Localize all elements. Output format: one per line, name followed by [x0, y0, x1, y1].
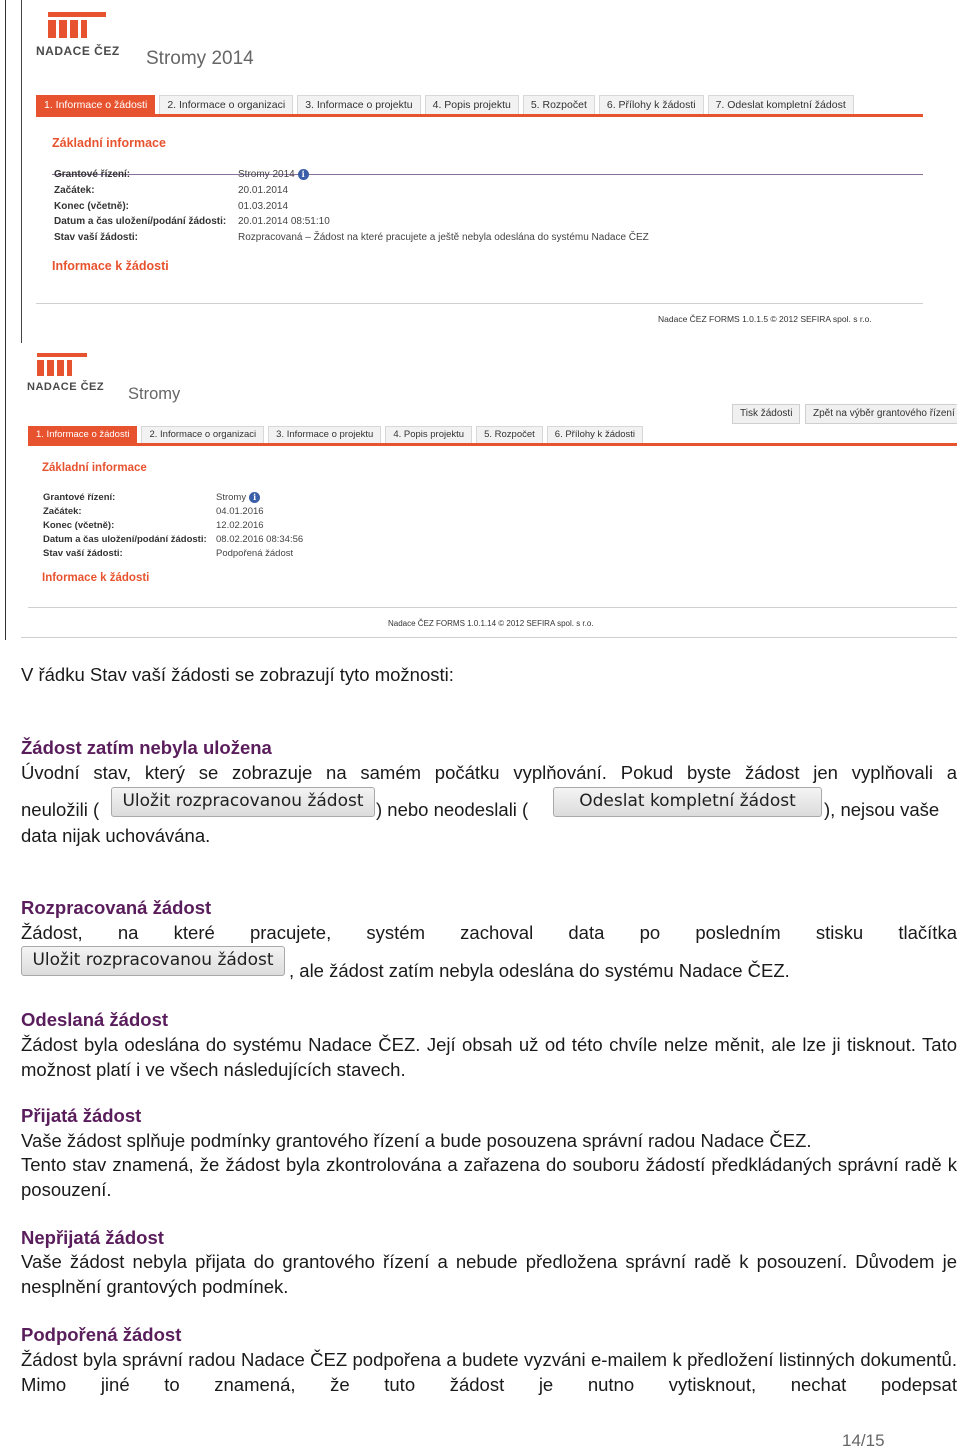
tab-popis-projektu[interactable]: 4. Popis projektu: [425, 95, 519, 114]
logo-text: NADACE ČEZ: [27, 381, 105, 393]
tab-informace-o-zadosti[interactable]: 1. Informace o žádosti: [28, 426, 137, 443]
info-label: Stav vaší žádosti:: [54, 232, 138, 243]
app-footer: Nadace ČEZ FORMS 1.0.1.14 © 2012 SEFIRA spol. s r.o.: [388, 619, 594, 628]
tab-informace-o-projektu[interactable]: 3. Informace o projektu: [297, 95, 420, 114]
screenshot-form-2016: [21, 345, 957, 638]
info-label: Začátek:: [54, 185, 95, 196]
info-value: 08.02.2016 08:34:56: [216, 534, 304, 545]
tab-underline: [28, 443, 957, 446]
info-value: Stromy i: [216, 492, 260, 503]
print-application-button[interactable]: Tisk žádosti: [732, 404, 800, 424]
info-value: 12.02.2016: [216, 520, 264, 531]
info-label: Grantové řízení:: [43, 492, 116, 503]
heading-sent: Odeslaná žádost: [21, 1009, 169, 1030]
tab-odeslat[interactable]: 7. Odeslat kompletní žádost: [708, 95, 854, 114]
info-icon[interactable]: i: [298, 169, 309, 180]
not-saved-middle: ) nebo neodeslali (: [376, 799, 529, 820]
save-draft-button-image: Uložit rozpracovanou žádost: [21, 946, 285, 976]
tab-informace-o-organizaci[interactable]: 2. Informace o organizaci: [141, 426, 264, 443]
app-title: Stromy: [128, 385, 181, 403]
status-value: Podpořená žádost: [216, 548, 294, 559]
tab-informace-o-zadosti[interactable]: 1. Informace o žádosti: [36, 95, 155, 114]
info-value: 01.03.2014: [238, 201, 289, 212]
tab-popis-projektu[interactable]: 4. Popis projektu: [385, 426, 472, 443]
screenshot-form-2014: [21, 0, 923, 343]
intro-paragraph: V řádku Stav vaší žádosti se zobrazují tyto možnosti:: [21, 664, 454, 685]
not-saved-prefix: neuložili (: [21, 799, 100, 820]
heading-in-progress: Rozpracovaná žádost: [21, 897, 212, 918]
logo-text: NADACE ČEZ: [36, 44, 120, 58]
info-label: Datum a čas uložení/podání žádosti:: [43, 534, 207, 545]
tab-informace-o-organizaci[interactable]: 2. Informace o organizaci: [159, 95, 293, 114]
section-informace-k-zadosti[interactable]: Informace k žádosti: [52, 259, 169, 273]
nadace-cez-logo: [27, 353, 104, 393]
section-zakladni-informace: Základní informace: [52, 136, 166, 150]
info-label: Začátek:: [43, 506, 82, 517]
info-label: Grantové řízení:: [54, 169, 131, 180]
not-saved-suffix: ), nejsou vaše: [824, 799, 940, 820]
rejected-paragraph: Vaše žádost nebyla přijata do grantového řízení a nebude předložena správní radě k posouzení. Důvodem je nesplnění grantových podmínek.: [21, 1251, 957, 1297]
heading-not-saved: Žádost zatím nebyla uložena: [21, 737, 272, 758]
info-label: Konec (včetně):: [43, 520, 115, 531]
back-to-grant-selection-button[interactable]: Zpět na výběr grantového řízení: [805, 404, 957, 424]
supported-paragraph: Žádost byla správní radou Nadace ČEZ podpořena a budete vyzváni e-mailem k předložení listinných dokumentů. Mimo jiné to znamená, že tuto žádost je nutno vytisknout, nechat podepsat: [21, 1349, 957, 1395]
info-label: Stav vaší žádosti:: [43, 548, 123, 559]
sent-paragraph: Žádost byla odeslána do systému Nadace ČEZ. Její obsah už od této chvíle nelze měnit, ale lze ji tisknout. Tato možnost platí i ve všech následujících stavech.: [21, 1034, 957, 1080]
not-saved-line1: Úvodní stav, který se zobrazuje na samém počátku vyplňování. Pokud byste žádost jen vyplňovali a: [21, 762, 957, 783]
send-complete-button-image: Odeslat kompletní žádost: [553, 787, 822, 817]
tab-rozpocet[interactable]: 5. Rozpočet: [476, 426, 543, 443]
heading-rejected: Nepřijatá žádost: [21, 1227, 164, 1248]
in-progress-line2: , ale žádost zatím nebyla odeslána do systému Nadace ČEZ.: [289, 960, 790, 981]
accepted-paragraph-1: Vaše žádost splňuje podmínky grantového řízení a bude posouzena správní radou Nadace ČEZ.: [21, 1130, 812, 1151]
info-value: 04.01.2016: [216, 506, 264, 517]
accepted-paragraph-2: Tento stav znamená, že žádost byla zkontrolována a zařazena do souboru žádostí předkládaných správní radě k posouzení.: [21, 1154, 957, 1200]
info-value: 20.01.2014: [238, 185, 289, 196]
info-value: Stromy 2014 i: [238, 169, 309, 180]
app-footer: Nadace ČEZ FORMS 1.0.1.5 © 2012 SEFIRA spol. s r.o.: [658, 314, 872, 324]
tab-rozpocet[interactable]: 5. Rozpočet: [523, 95, 595, 114]
info-icon[interactable]: i: [249, 492, 260, 503]
save-draft-button-image: Uložit rozpracovanou žádost: [111, 787, 375, 817]
not-saved-line3: data nijak uchovávána.: [21, 825, 211, 846]
in-progress-line1: Žádost, na které pracujete, systém zachoval data po posledním stisku tlačítka: [21, 922, 957, 943]
section-informace-k-zadosti[interactable]: Informace k žádosti: [42, 572, 150, 584]
page-margin-line: [5, 0, 6, 640]
heading-accepted: Přijatá žádost: [21, 1105, 142, 1126]
tab-prilohy[interactable]: 6. Přílohy k žádosti: [547, 426, 643, 443]
footer-divider: [36, 303, 923, 304]
tab-underline: [36, 114, 923, 117]
form-tabs: [36, 95, 858, 114]
form-tabs: [28, 426, 647, 443]
footer-divider: [28, 607, 957, 608]
nadace-cez-logo: [36, 12, 120, 58]
section-divider: [52, 174, 923, 175]
info-label: Datum a čas uložení/podání žádosti:: [54, 216, 227, 227]
info-value: 20.01.2014 08:51:10: [238, 216, 330, 227]
tab-prilohy[interactable]: 6. Přílohy k žádosti: [599, 95, 704, 114]
tab-informace-o-projektu[interactable]: 3. Informace o projektu: [268, 426, 381, 443]
app-title: Stromy 2014: [146, 48, 254, 69]
section-zakladni-informace: Základní informace: [42, 462, 147, 474]
heading-supported: Podpořená žádost: [21, 1324, 182, 1345]
info-label: Konec (včetně):: [54, 201, 130, 212]
status-value: Rozpracovaná – Žádost na které pracujete a ještě nebyla odeslána do systému Nadace ČEZ: [238, 232, 649, 243]
page-number: 14/15: [842, 1431, 885, 1450]
